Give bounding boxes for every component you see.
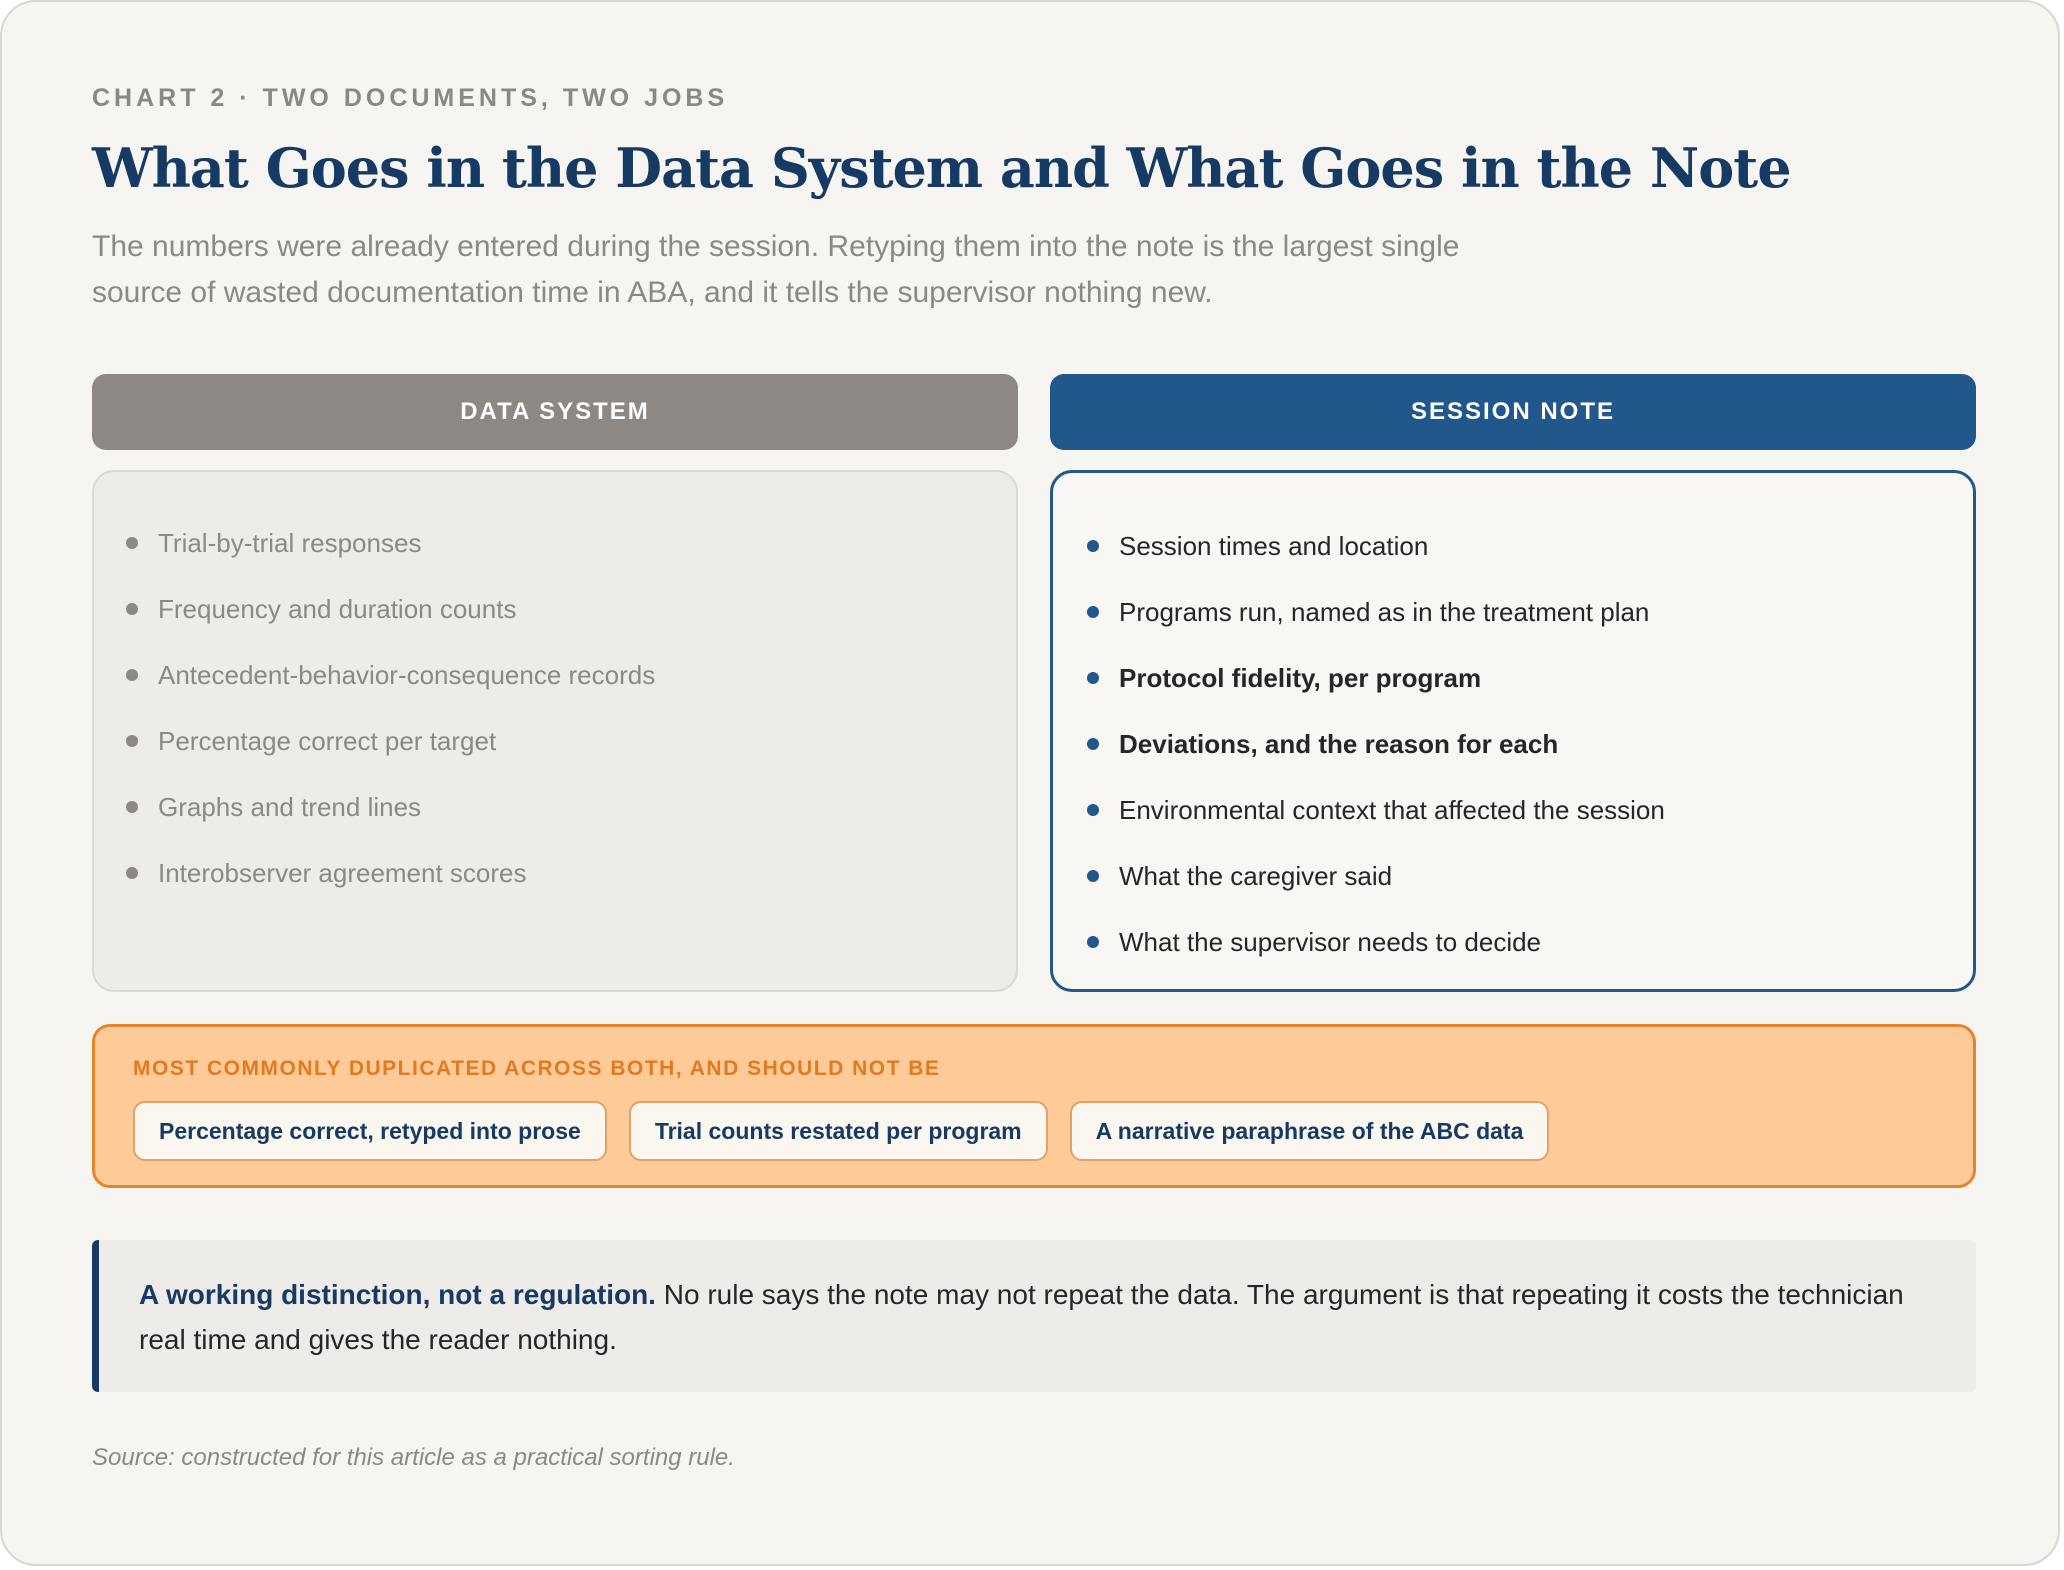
data-system-panel	[92, 470, 1018, 992]
session-note-item	[1087, 777, 1665, 843]
chart-kicker: CHART 2 · TWO DOCUMENTS, TWO JOBS	[92, 84, 729, 112]
duplicated-pill: Percentage correct, retyped into prose	[133, 1101, 607, 1161]
data-system-item	[126, 642, 655, 708]
page-title: What Goes in the Data System and What Goes in the Note	[92, 136, 1791, 200]
duplicated-panel	[92, 1024, 1976, 1188]
data-system-item-label: Trial-by-trial responses	[158, 527, 422, 558]
bullet-icon	[126, 867, 138, 879]
bullet-icon	[126, 735, 138, 747]
bullet-icon	[1087, 540, 1099, 552]
data-system-item	[126, 708, 655, 774]
data-system-header: DATA SYSTEM	[92, 374, 1018, 450]
data-system-item	[126, 840, 655, 906]
session-note-list	[1087, 513, 1665, 975]
distinction-callout	[92, 1240, 1976, 1392]
data-system-item-label: Graphs and trend lines	[158, 791, 422, 822]
data-system-item	[126, 576, 655, 642]
source-note: Source: constructed for this article as a practical sorting rule.	[92, 1444, 735, 1471]
bullet-icon	[1087, 738, 1099, 750]
session-note-item-label: Environmental context that affected the session	[1119, 794, 1665, 825]
session-note-item-label: Programs run, named as in the treatment plan	[1119, 596, 1650, 627]
data-system-item-label: Percentage correct per target	[158, 725, 497, 756]
callout-lead: A working distinction, not a regulation.	[139, 1279, 656, 1310]
session-note-item	[1087, 645, 1665, 711]
bullet-icon	[126, 669, 138, 681]
session-note-item	[1087, 579, 1665, 645]
bullet-icon	[126, 801, 138, 813]
duplicated-label: MOST COMMONLY DUPLICATED ACROSS BOTH, AND SHOULD NOT BE	[133, 1057, 941, 1080]
session-note-item-label: What the caregiver said	[1119, 860, 1393, 891]
page-subtitle: The numbers were already entered during the session. Retyping them into the note is the largest single source of wasted documentation time in ABA, and it tells the supervisor nothing new.	[92, 230, 1460, 309]
duplicated-pill: Trial counts restated per program	[629, 1101, 1048, 1161]
session-note-item	[1087, 513, 1665, 579]
data-system-item-label: Frequency and duration counts	[158, 593, 517, 624]
session-note-item	[1087, 843, 1665, 909]
bullet-icon	[1087, 672, 1099, 684]
data-system-item	[126, 774, 655, 840]
session-note-item-label: Protocol fidelity, per program	[1119, 662, 1482, 693]
session-note-item	[1087, 909, 1665, 975]
data-system-item	[126, 510, 655, 576]
session-note-item-label: Deviations, and the reason for each	[1119, 728, 1559, 759]
bullet-icon	[1087, 936, 1099, 948]
duplicated-pills	[133, 1101, 1549, 1161]
bullet-icon	[1087, 804, 1099, 816]
bullet-icon	[126, 603, 138, 615]
session-note-panel	[1050, 470, 1976, 992]
data-system-item-label: Interobserver agreement scores	[158, 857, 527, 888]
session-note-item	[1087, 711, 1665, 777]
bullet-icon	[1087, 606, 1099, 618]
bullet-icon	[1087, 870, 1099, 882]
session-note-header: SESSION NOTE	[1050, 374, 1976, 450]
data-system-list	[126, 510, 655, 906]
bullet-icon	[126, 537, 138, 549]
duplicated-pill: A narrative paraphrase of the ABC data	[1070, 1101, 1550, 1161]
data-system-item-label: Antecedent-behavior-consequence records	[158, 659, 656, 690]
session-note-item-label: Session times and location	[1119, 530, 1429, 561]
session-note-item-label: What the supervisor needs to decide	[1119, 926, 1542, 957]
callout-body: No rule says the note may not repeat the data. The argument is that repeating it costs the technician real time and gives the reader nothing.	[139, 1279, 1904, 1355]
